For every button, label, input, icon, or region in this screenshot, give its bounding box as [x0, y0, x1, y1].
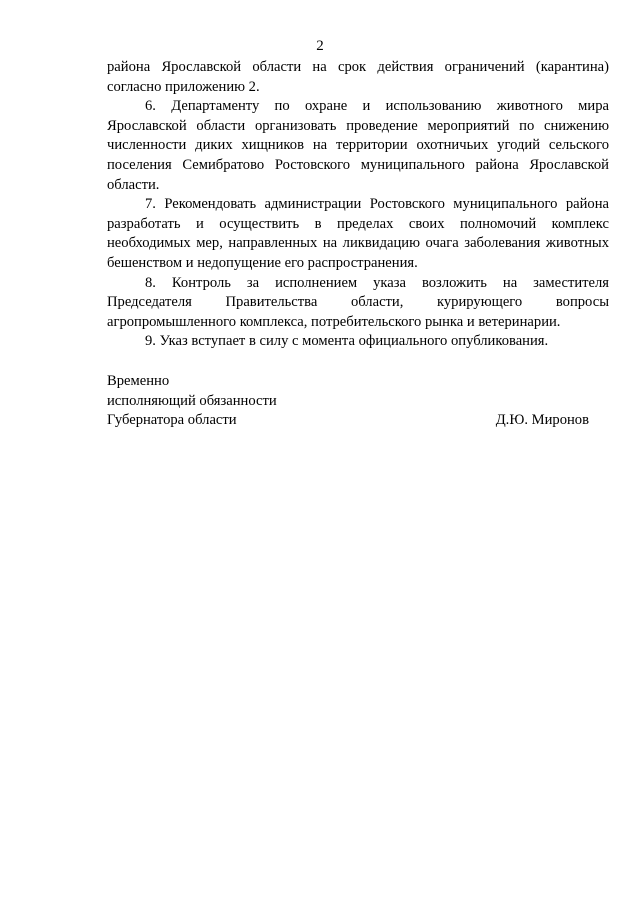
- paragraph-7: 7. Рекомендовать администрации Ростовского муниципального района разработать и осуществить в пределах своих полномочий комплекс необходимых мер, направленных на ликвидацию очага заболевания животных бешенством и недопущение его распространения.: [107, 196, 609, 271]
- signature-block: [107, 372, 589, 431]
- paragraph-6: 6. Департаменту по охране и использованию животного мира Ярославской области организовать проведение мероприятий по снижению численности диких хищников на территории охотничьих угодий сельского поселения Семибратово Ростовского муниципального района Ярославской области.: [107, 98, 609, 193]
- paragraph-9: 9. Указ вступает в силу с момента официального опубликования.: [145, 333, 549, 350]
- signature-position: Губернатора области: [107, 412, 237, 429]
- document-body: [107, 58, 609, 352]
- page-number: 2: [316, 38, 324, 54]
- signature-line-2: исполняющий обязанности: [107, 392, 277, 409]
- signature-line-3: [107, 411, 589, 431]
- paragraph-8: 8. Контроль за исполнением указа возложить на заместителя Председателя Правительства области, курирующего вопросы агропромышленного комплекса, потребительского рынка и ветеринарии.: [107, 274, 609, 330]
- signatory-name: Д.Ю. Миронов: [495, 412, 589, 429]
- paragraph-continuation: района Ярославской области на срок действия ограничений (карантина) согласно приложению 2.: [107, 59, 609, 95]
- signature-line-1: Временно: [107, 373, 170, 389]
